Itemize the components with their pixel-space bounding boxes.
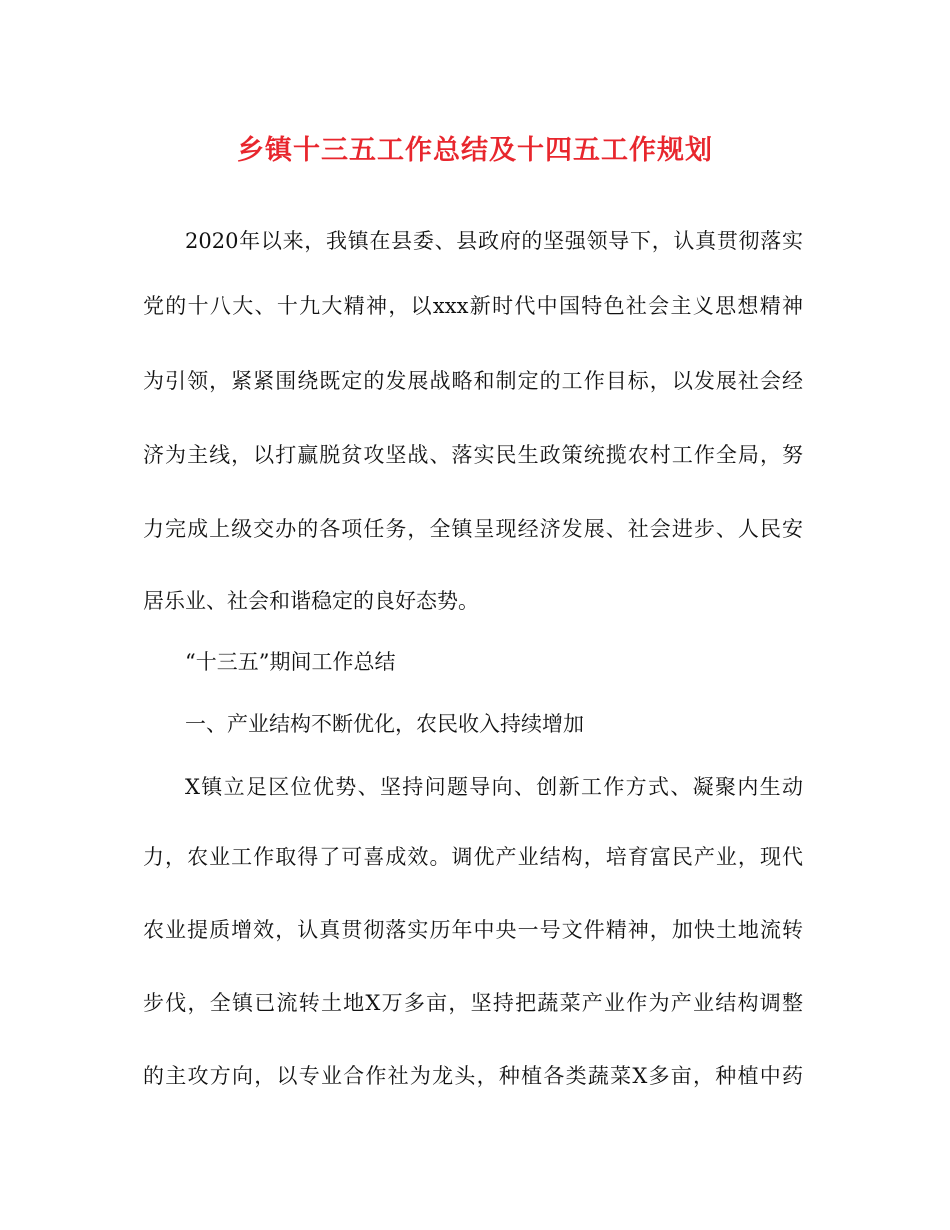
paragraph-line: 济为主线，以打赢脱贫攻坚战、落实民生政策统揽农村工作全局，努	[143, 443, 803, 467]
section-heading: “十三五”期间工作总结	[185, 650, 396, 674]
paragraph-line: X镇立足区位优势、坚持问题导向、创新工作方式、凝聚内生动	[185, 775, 803, 799]
document-title: 乡镇十三五工作总结及十四五工作规划	[237, 135, 713, 166]
paragraph-line: 力，农业工作取得了可喜成效。调优产业结构，培育富民产业，现代	[143, 845, 803, 869]
paragraph-line: 的主攻方向，以专业合作社为龙头，种植各类蔬菜X多亩，种植中药	[143, 1064, 803, 1088]
paragraph-line: 农业提质增效，认真贯彻落实历年中央一号文件精神，加快土地流转	[143, 918, 803, 942]
paragraph-line: 2020年以来，我镇在县委、县政府的坚强领导下，认真贯彻落实	[185, 229, 803, 253]
paragraph-line: 居乐业、社会和谐稳定的良好态势。	[143, 589, 479, 613]
paragraph-line: 党的十八大、十九大精神，以xxx新时代中国特色社会主义思想精神	[143, 294, 803, 318]
paragraph-line: 步伐，全镇已流转土地X万多亩，坚持把蔬菜产业作为产业结构调整	[143, 991, 803, 1015]
paragraph-line: 力完成上级交办的各项任务，全镇呈现经济发展、社会进步、人民安	[143, 517, 803, 541]
paragraph-line: 为引领，紧紧围绕既定的发展战略和制定的工作目标，以发展社会经	[143, 369, 803, 393]
section-heading: 一、产业结构不断优化，农民收入持续增加	[185, 712, 584, 736]
